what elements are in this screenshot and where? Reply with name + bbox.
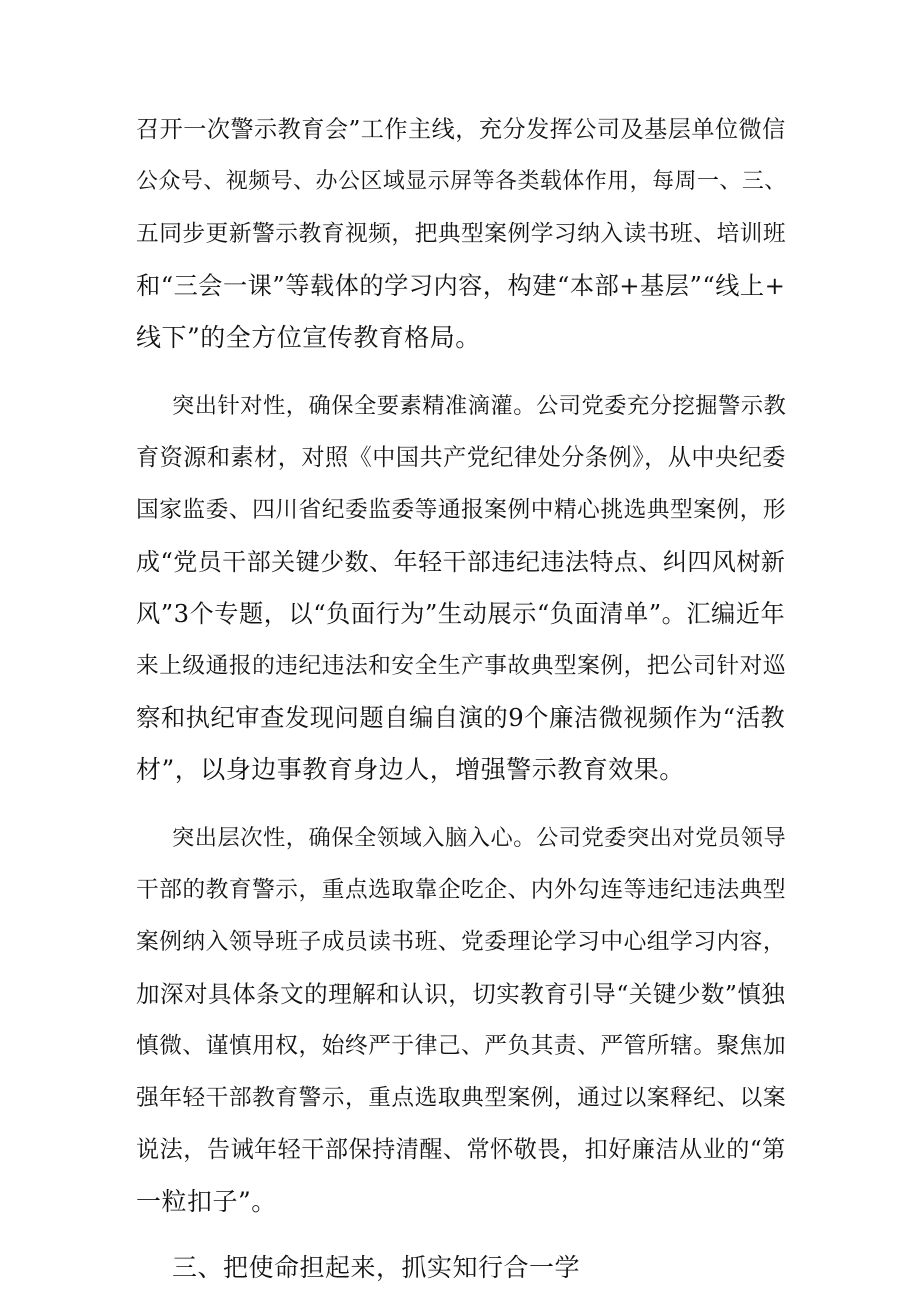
document-page: 召开一次警示教育会”工作主线，充分发挥公司及基层单位微信 公众号、视频号、办公区域显示屏等各类载体作用，每周一、三、 五同步更新警示教育视频，把典型案例学习纳入读书班、培训班 和“三会一课”等载体的学习内容，构建“本部+基层”“线上+ 线下”的全方位宣传教育格局。 突出针对性，确保全要素精准滴灌。公司党委充分挖掘警示教 育资源和素材，对照《中国共产党纪律处分条例》，从中央纪委 国家监委、四川省纪委监委等通报案例中精心挑选典型案例，形 成“党员干部关键少数、年轻干部违纪违法特点、纠四风树新 风”3个专题，以“负面行为”生动展示“负面清单”。汇编近年 来上级通报的违纪违法和安全生产事故典型案例，把公司针对巡 察和执纪审查发现问题自编自演的9个廉洁微视频作为“活教 材”，以身边事教育身边人，增强警示教育效果。 突出层次性，确保全领域入脑入心。公司党委突出对党员领导 干部的教育警示，重点选取靠企吃企、内外勾连等违纪违法典型 案例纳入领导班子成员读书班、党委理论学习中心组学习内容， 加深对具体条文的理解和认识，切实教育引导“关键少数”慎独 慎微、谨慎用权，始终严于律己、严负其责、严管所辖。聚焦加 强年轻干部教育警示，重点选取典型案例，通过以案释纪、以案 说法，告诫年轻干部保持清醒、常怀敬畏，扣好廉洁从业的“第 一粒扣子”。 三、把使命担起来，抓实知行合一学 — [136, 117, 787, 1282]
